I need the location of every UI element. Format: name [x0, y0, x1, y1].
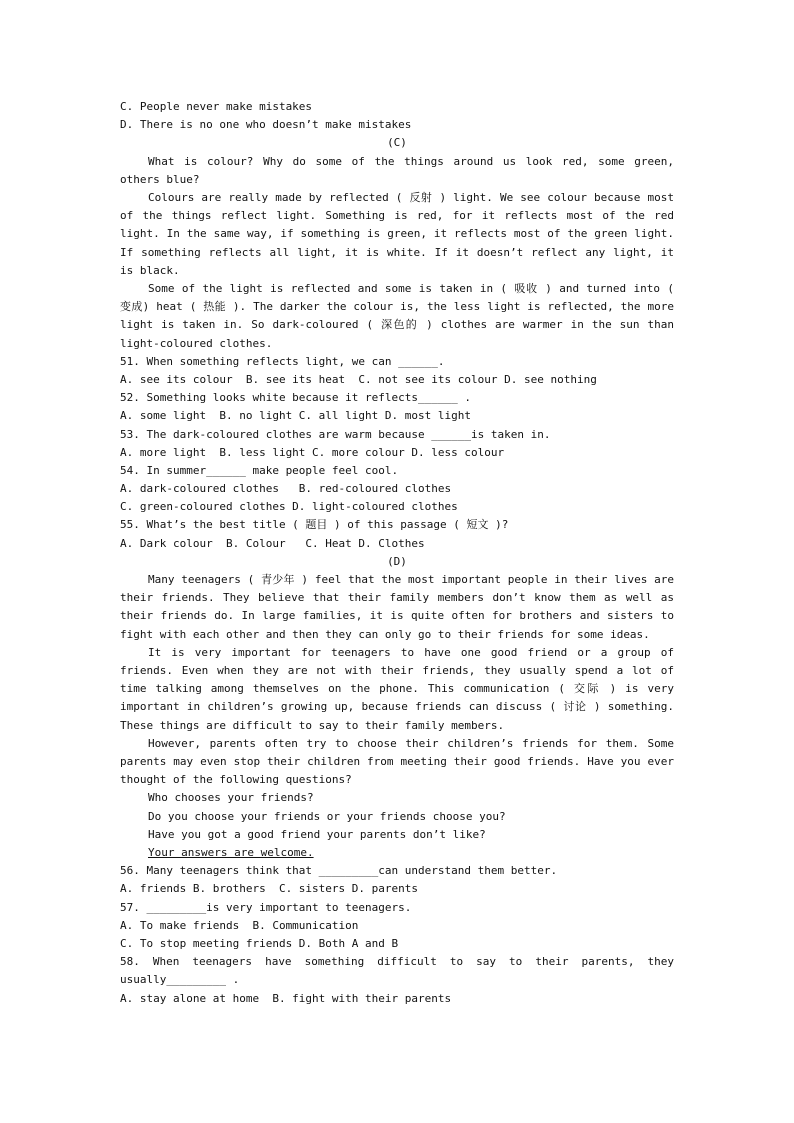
passage-d-question-b: Do you choose your friends or your friends choose you? — [148, 809, 506, 823]
passage-d-closing: Your answers are welcome. — [148, 846, 314, 860]
question-57-options-2: C. To stop meeting friends D. Both A and B — [120, 937, 399, 951]
question-57-options-1: A. To make friends B. Communication — [120, 918, 359, 932]
question-53: 53. The dark-coloured clothes are warm because ______is taken in. — [120, 427, 551, 441]
passage-d-paragraph-3: However, parents often try to choose their children’s friends for them. Some parents may even stop their children from meeting their good friends. Have you ever thought of the following questions? — [120, 736, 674, 787]
question-53-options: A. more light B. less light C. more colour D. less colour — [120, 445, 505, 459]
question-57: 57. _________is very important to teenagers. — [120, 900, 412, 914]
section-d-label: (D) — [387, 554, 407, 568]
passage-d-question-a: Who chooses your friends? — [148, 791, 314, 805]
option-c-prev: C. People never make mistakes — [120, 100, 313, 113]
question-52-options: A. some light B. no light C. all light D. most light — [120, 409, 471, 423]
question-56: 56. Many teenagers think that _________can understand them better. — [120, 864, 558, 878]
question-51-options: A. see its colour B. see its heat C. not see its colour D. see nothing — [120, 372, 597, 386]
passage-d-paragraph-1: Many teenagers ( 青少年 ) feel that the most important people in their lives are their friends. They believe that their family members don’t know them as well as their friends do. In large families, it is quite often for brothers and sisters to fight with each other and then they can only go to their friends for some ideas. — [120, 573, 674, 641]
question-58-options: A. stay alone at home B. fight with their parents — [120, 991, 452, 1005]
question-54: 54. In summer______ make people feel cool. — [120, 463, 399, 477]
question-54-options-1: A. dark-coloured clothes B. red-coloured clothes — [120, 482, 452, 496]
passage-c-paragraph-2: Colours are really made by reflected ( 反射 ) light. We see colour because most of the things reflect light. Something is red, for it reflects most of the red light. In the same way, if something is green, it reflects most of the green light. If something reflects all light, it is white. If it doesn’t reflect any light, it is black. — [120, 190, 674, 277]
passage-c-paragraph-1: What is colour? Why do some of the things around us look red, some green, others blue? — [120, 154, 674, 186]
question-51: 51. When something reflects light, we can ______. — [120, 354, 445, 368]
question-55: 55. What’s the best title ( 题目 ) of this passage ( 短文 )? — [120, 518, 509, 532]
passage-c-paragraph-3: Some of the light is reflected and some is taken in ( 吸收 ) and turned into ( 变成) heat ( 热能 ). The darker the colour is, the less light is reflected, the more light is taken in. So dark-coloured ( 深色的 ) clothes are warmer in the sun than light-coloured clothes. — [120, 281, 674, 350]
question-55-options: A. Dark colour B. Colour C. Heat D. Clothes — [120, 536, 425, 550]
worksheet-page — [120, 98, 674, 1008]
passage-d-question-c: Have you got a good friend your parents don’t like? — [148, 827, 486, 841]
option-d-prev: D. There is no one who doesn’t make mistakes — [120, 118, 412, 132]
question-54-options-2: C. green-coloured clothes D. light-coloured clothes — [120, 500, 458, 514]
question-52: 52. Something looks white because it reflects______ . — [120, 391, 471, 405]
question-58: 58. When teenagers have something difficult to say to their parents, they usually_________ . — [120, 955, 674, 987]
question-56-options: A. friends B. brothers C. sisters D. parents — [120, 882, 419, 896]
passage-d-paragraph-2: It is very important for teenagers to have one good friend or a group of friends. Even when they are not with their friends, they usually spend a lot of time talking among themselves on the phone. This communication ( 交际 ) is very important in children’s growing up, because friends can discuss ( 讨论 ) something. These things are difficult to say to their family members. — [120, 645, 674, 732]
section-c-label: (C) — [387, 136, 407, 150]
